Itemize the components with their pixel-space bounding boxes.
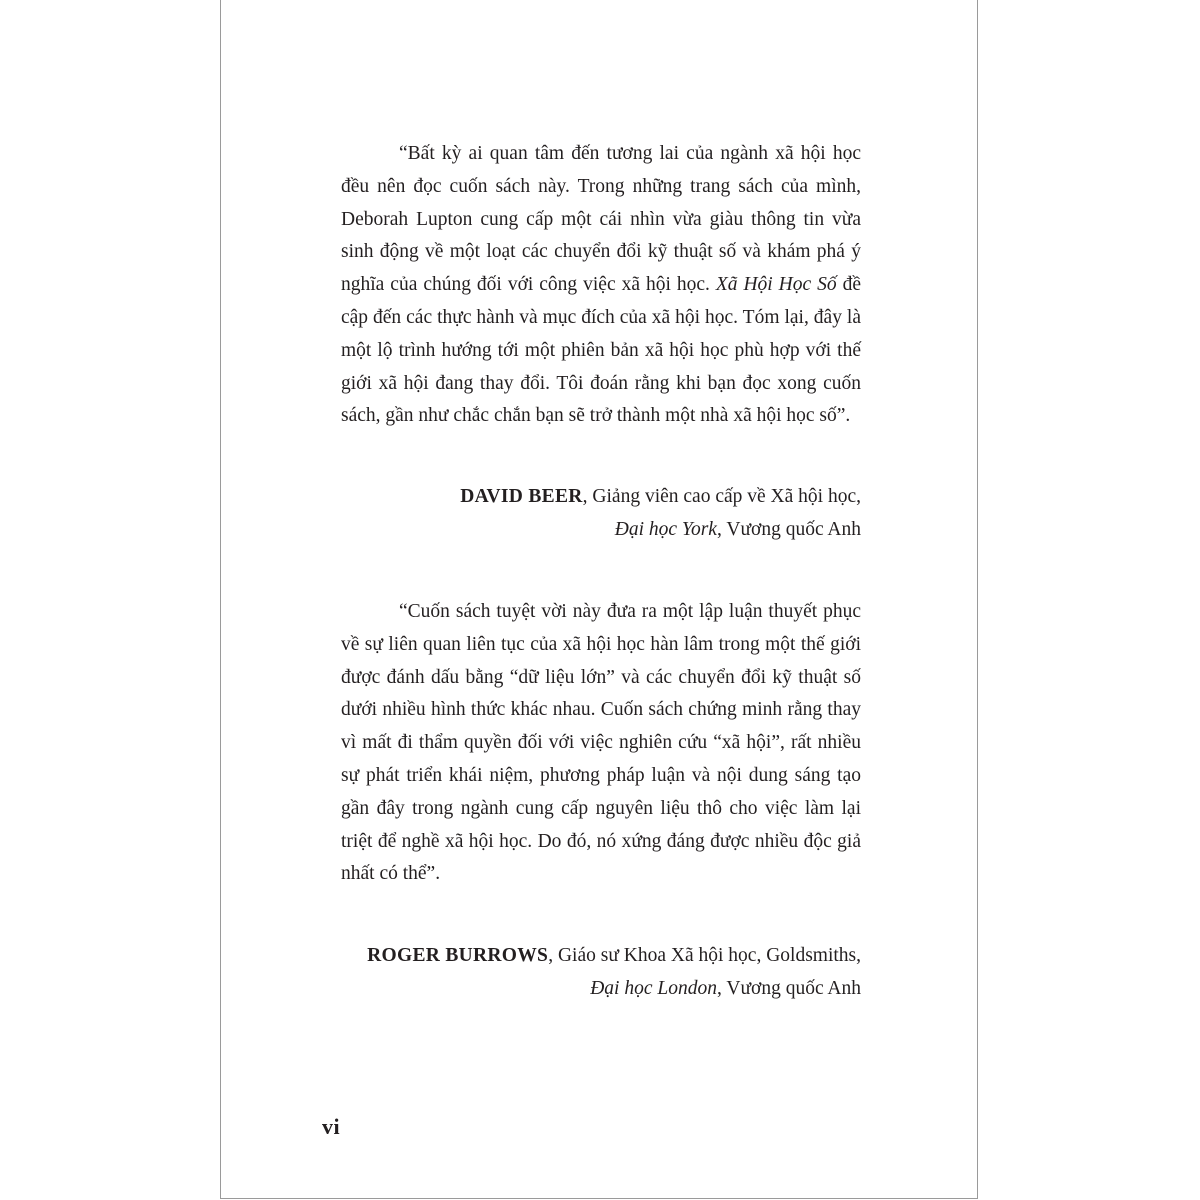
attribution-2-name: ROGER BURROWS <box>367 945 549 966</box>
attribution-1-role: , Giảng viên cao cấp về Xã hội học, <box>582 486 861 507</box>
endorsement-attribution-1 <box>341 481 861 547</box>
attribution-1-institution: Đại học York <box>614 518 717 540</box>
attribution-2-line-1 <box>341 940 861 973</box>
quote-1-part-1: “Bất kỳ ai quan tâm đến tương lai của ngành xã hội học đều nên đọc cuốn sách này. Trong những trang sách của mình, Deborah Lupton cung cấp một cái nhìn vừa giàu thông tin vừa sinh động về một loạt các chuyển đổi kỹ thuật số và khám phá ý nghĩa của chúng đối với công việc xã hội học. <box>341 143 861 296</box>
attribution-2-role: , Giáo sư Khoa Xã hội học, Goldsmiths, <box>548 945 861 966</box>
attribution-1-country: , Vương quốc Anh <box>716 518 861 540</box>
page-number: vi <box>322 1114 341 1139</box>
quote-2-text: “Cuốn sách tuyệt vời này đưa ra một lập luận thuyết phục về sự liên quan liên tục của xã hội học hàn lâm trong một thế giới được đánh dấu bằng “dữ liệu lớn” và các chuyển đổi kỹ thuật số dưới nhiều hình thức khác nhau. Cuốn sách chứng minh rằng thay vì mất đi thẩm quyền đối với việc nghiên cứu “xã hội”, rất nhiều sự phát triển khái niệm, phương pháp luận và nội dung sáng tạo gần đây trong ngành cung cấp nguyên liệu thô cho việc làm lại triệt để nghề xã hội học. Do đó, nó xứng đáng được nhiều độc giả nhất có thể”. <box>341 601 861 885</box>
attribution-2-line-2 <box>341 973 861 1006</box>
quote-1-text <box>341 138 861 433</box>
endorsement-quote-2 <box>341 596 861 891</box>
endorsement-quote-1 <box>341 138 861 433</box>
attribution-1-line-1 <box>341 481 861 514</box>
attribution-2-institution: Đại học London <box>590 977 717 999</box>
endorsement-attribution-2 <box>341 940 861 1006</box>
attribution-1-line-2 <box>341 514 861 547</box>
attribution-2-country: , Vương quốc Anh <box>716 977 861 999</box>
quote-1-part-2: đề cập đến các thực hành và mục đích của xã hội học. Tóm lại, đây là một lộ trình hướng tới một phiên bản xã hội học phù hợp với thế giới xã hội đang thay đổi. Tôi đoán rằng khi bạn đọc xong cuốn sách, gần như chắc chắn bạn sẽ trở thành một nhà xã hội học số”. <box>341 274 861 427</box>
attribution-1-name: DAVID BEER <box>460 486 583 507</box>
quote-1-book-title: Xã Hội Học Số <box>715 274 837 296</box>
